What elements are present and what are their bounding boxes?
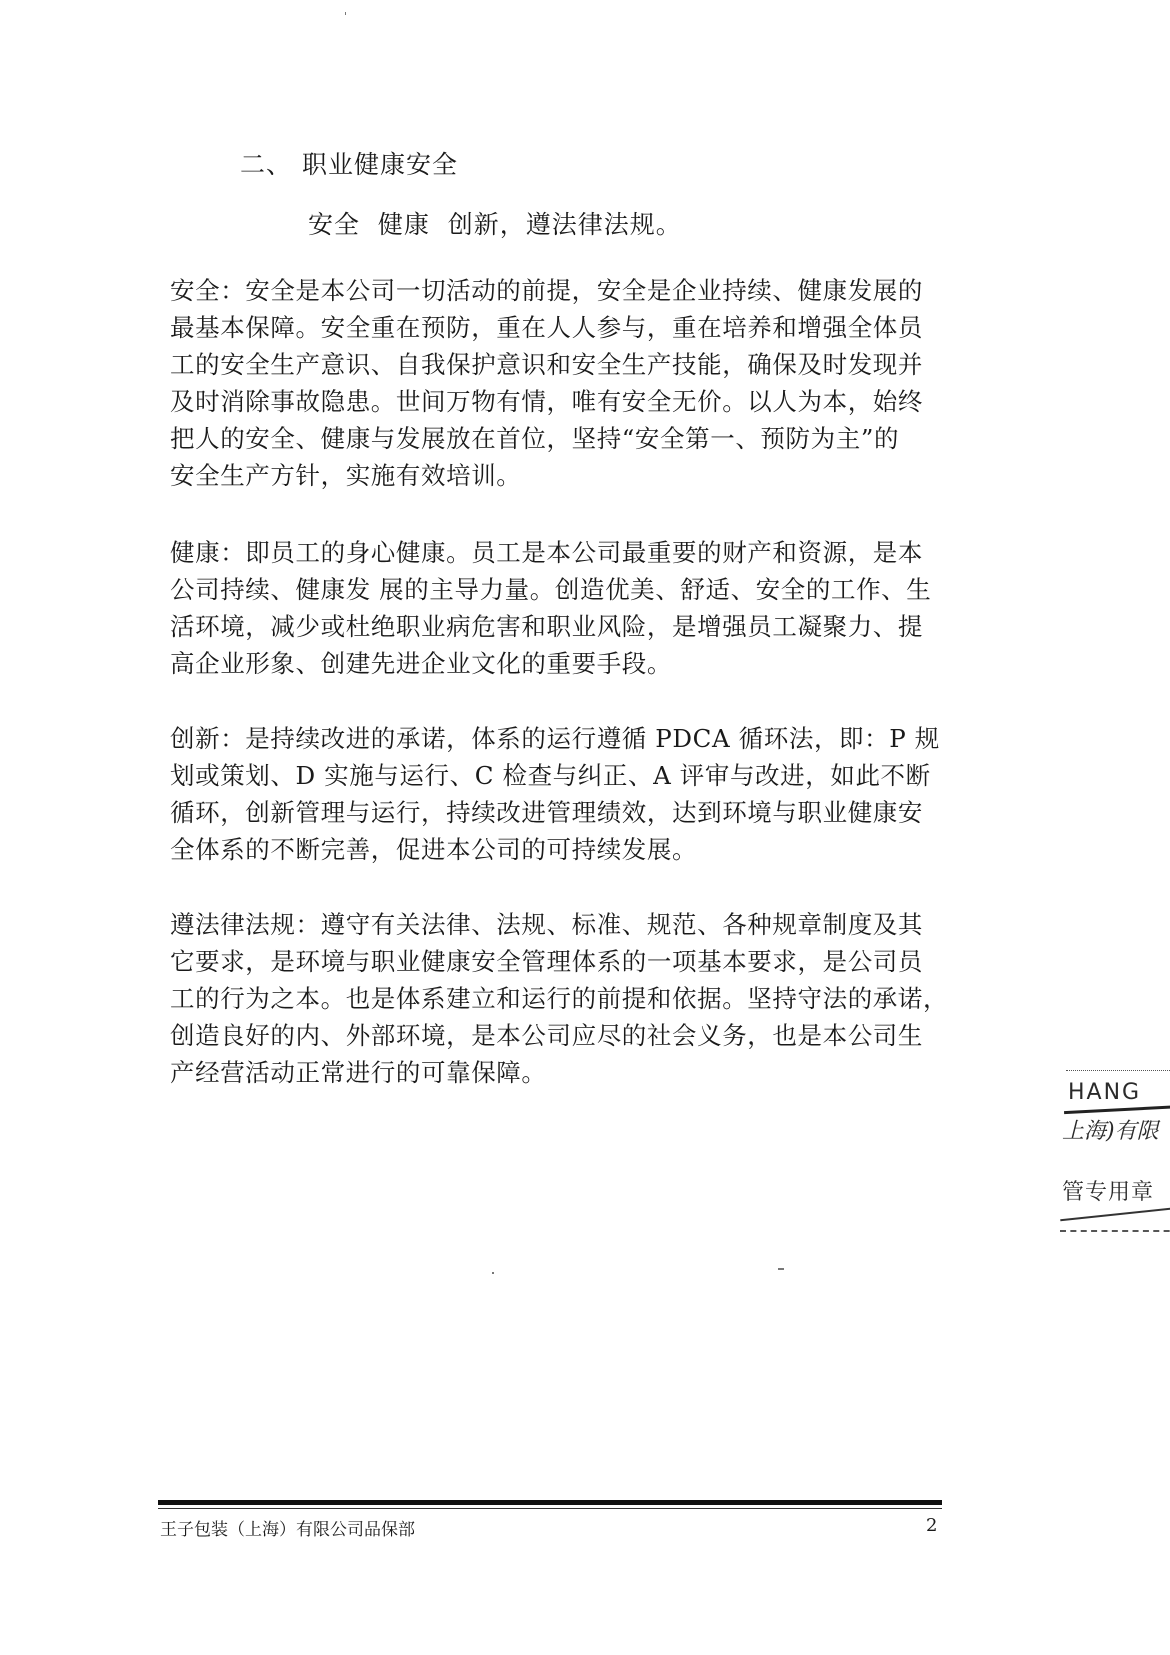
stamp-border-arc: [1060, 1207, 1170, 1222]
text-line: 最基本保障。安全重在预防，重在人人参与，重在培养和增强全体员: [170, 313, 923, 342]
text-line: 工的安全生产意识、自我保护意识和安全生产技能，确保及时发现并: [170, 350, 923, 379]
paragraph-safety: [170, 272, 990, 494]
text-line: 活环境，减少或杜绝职业病危害和职业风险，是增强员工凝聚力、提: [170, 612, 923, 641]
text-line: 遵法律法规：遵守有关法律、法规、标准、规范、各种规章制度及其: [170, 910, 923, 939]
text-line: 健康：即员工的身心健康。员工是本公司最重要的财产和资源，是本: [170, 538, 923, 567]
text-line: 高企业形象、创建先进企业文化的重要手段。: [170, 649, 672, 678]
text-line: 安全：安全是本公司一切活动的前提，安全是企业持续、健康发展的: [170, 276, 923, 305]
text-line: 全体系的不断完善，促进本公司的可持续发展。: [170, 835, 698, 864]
text-line: 循环，创新管理与运行，持续改进管理绩效，达到环境与职业健康安: [170, 798, 923, 827]
stamp-chinese-text-1: 上海)有限: [1062, 1119, 1159, 1144]
section-motto: 安全 健康 创新，遵法律法规。: [308, 210, 682, 239]
text-line: 公司持续、健康发 展的主导力量。创造优美、舒适、安全的工作、生: [170, 575, 932, 604]
text-line: 安全生产方针，实施有效培训。: [170, 461, 522, 490]
scan-speck: [345, 12, 346, 15]
scan-speck: [778, 1268, 784, 1270]
text-line: 创造良好的内、外部环境，是本公司应尽的社会义务，也是本公司生: [170, 1021, 923, 1050]
footer-rule: [158, 1500, 942, 1505]
footer-company: 王子包装（上海）有限公司品保部: [160, 1520, 415, 1540]
text-line: 工的行为之本。也是体系建立和运行的前提和依据。坚持守法的承诺，: [170, 984, 949, 1013]
section-number: 二、: [240, 150, 293, 179]
stamp-divider: [1064, 1105, 1170, 1114]
text-line: 划或策划、D 实施与运行、C 检查与纠正、A 评审与改进，如此不断: [170, 761, 931, 790]
text-line: 创新：是持续改进的承诺，体系的运行遵循 PDCA 循环法，即：P 规: [170, 724, 940, 753]
text-line: 产经营活动正常进行的可靠保障。: [170, 1058, 547, 1087]
paragraph-innovation: [170, 720, 990, 868]
section-title: 职业健康安全: [302, 150, 459, 179]
footer-rule-thin: [158, 1508, 942, 1509]
text-line: 及时消除事故隐患。世间万物有情，唯有安全无价。以人为本，始终: [170, 387, 923, 416]
paragraph-health: [170, 534, 990, 682]
stamp-chinese-text-2: 管专用章: [1062, 1180, 1155, 1205]
company-seal-stamp: [1060, 1070, 1170, 1220]
stamp-english-text: HANG: [1068, 1080, 1142, 1105]
scan-speck: [492, 1272, 494, 1274]
paragraph-compliance: [170, 906, 990, 1091]
stamp-border-arc: [1060, 1230, 1170, 1232]
text-line: 把人的安全、健康与发展放在首位，坚持“安全第一、预防为主”的: [170, 424, 900, 453]
text-line: 它要求，是环境与职业健康安全管理体系的一项基本要求，是公司员: [170, 947, 923, 976]
section-heading: [240, 145, 458, 181]
page-number: 2: [926, 1515, 938, 1536]
